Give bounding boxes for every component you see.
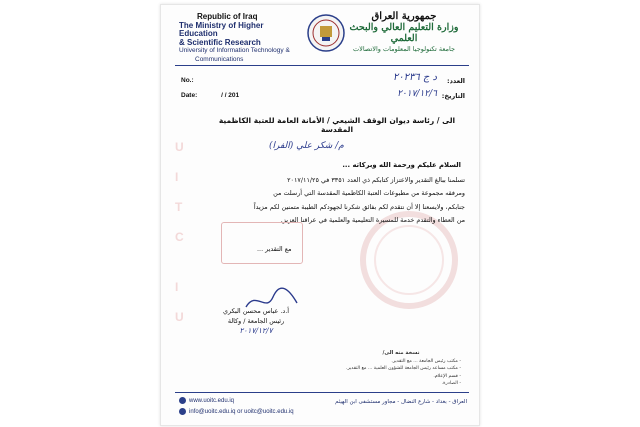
date-template: / / 201 (221, 92, 240, 99)
body-line: جنابكم، ولايسعنا إلا أن نتقدم لكم بفائق شكرنا لجهودكم الطيبة متمنين لكم مزيداً (253, 202, 465, 211)
copy-item: - الصادرة. (441, 381, 461, 387)
signer-name: أ.د. عباس محسن البكري (222, 307, 290, 315)
body-line: ومرفقه مجموعة من مطبوعات العتبة الكاظمية المقدسة التي أرسلت من (273, 189, 465, 198)
greeting: السلام عليكم ورحمة الله وبركاته ... (342, 161, 461, 169)
number-label: No.: (181, 77, 194, 84)
date-label-text: Date: (181, 92, 198, 99)
issue-stamp (221, 222, 303, 264)
copies-title: نسخة منه الى/ (382, 350, 420, 356)
header-ar-country: جمهورية العراق (371, 11, 437, 22)
header-en-university: University of Information Technology & (179, 47, 290, 55)
copies-list (341, 350, 461, 388)
subject-line: م/ شكر علي (الفرا) (269, 141, 344, 151)
footer-website[interactable] (179, 397, 234, 404)
header-english (179, 13, 299, 65)
website-text: www.uoitc.edu.iq (189, 398, 235, 405)
header-en-communications: Communications (195, 55, 244, 63)
header-en-research: & Scientific Research (179, 37, 261, 47)
footer-email[interactable] (179, 408, 294, 415)
header-ar-ministry: وزارة التعليم العالي والبحث العلمي (349, 22, 459, 44)
watermark-letter: T (175, 200, 183, 214)
email-icon (179, 408, 186, 415)
header-arabic (339, 11, 469, 55)
date-label (181, 92, 239, 99)
globe-icon (179, 397, 186, 404)
copy-item: - قسم الإعلام. (433, 373, 461, 379)
body-line: من العطاء والتقدم خدمة للمسيرة التعليمية والعلمية في عراقنا العزيز. (280, 216, 465, 225)
watermark-letter: I (175, 280, 179, 294)
signer-date: ٢٠١٧/١٢/٧ (239, 326, 273, 335)
header-en-country: Republic of Iraq (197, 12, 258, 21)
copy-item: - مكتب رئيس الجامعة ... مع التقدير. (391, 358, 461, 364)
watermark-letter: U (175, 310, 184, 324)
watermark-letter: U (175, 140, 184, 154)
footer-divider (175, 392, 469, 393)
watermark-letter: C (175, 230, 184, 244)
header-ar-university: جامعة تكنولوجيا المعلومات والاتصالات (353, 45, 455, 53)
signature-block (201, 306, 311, 336)
footer-address: العراق - بغداد - شارع النضال - مجاور مستشفى ابن الهيثم (335, 399, 467, 405)
signer-title: رئيس الجامعة / وكالة (227, 317, 285, 325)
recipient-line: الى / رئاسة ديوان الوقف الشيعي / الأمانة العامة للعتبة الكاظمية المقدسة (218, 116, 456, 134)
handwritten-number: د ج ٢٠٢٣٦ (392, 72, 437, 83)
letter-page (160, 4, 480, 426)
copy-item: - مكتب مساعد رئيس الجامعة للشؤون العلمية ... مع التقدير. (346, 366, 461, 372)
email-text: info@uoitc.edu.iq or uoitc@uoitc.edu.iq (189, 409, 294, 416)
closing-line: مع التقدير ... (257, 245, 292, 253)
date-label-ar: التاريخ: (441, 92, 465, 100)
letter-body (180, 174, 465, 228)
header-en-ministry: The Ministry of Higher Education (179, 20, 264, 39)
header-divider (175, 65, 469, 66)
handwritten-date: ٢٠١٧/١٢/٦ (397, 89, 437, 99)
body-line: تسلمنا ببالغ التقدير والاعتزاز كتابكم ذي العدد ٣٣٥١ في ٢٠١٧/١١/٢٥ (287, 176, 465, 184)
number-label-ar: العدد: (446, 77, 465, 85)
watermark-letter: I (175, 170, 179, 184)
